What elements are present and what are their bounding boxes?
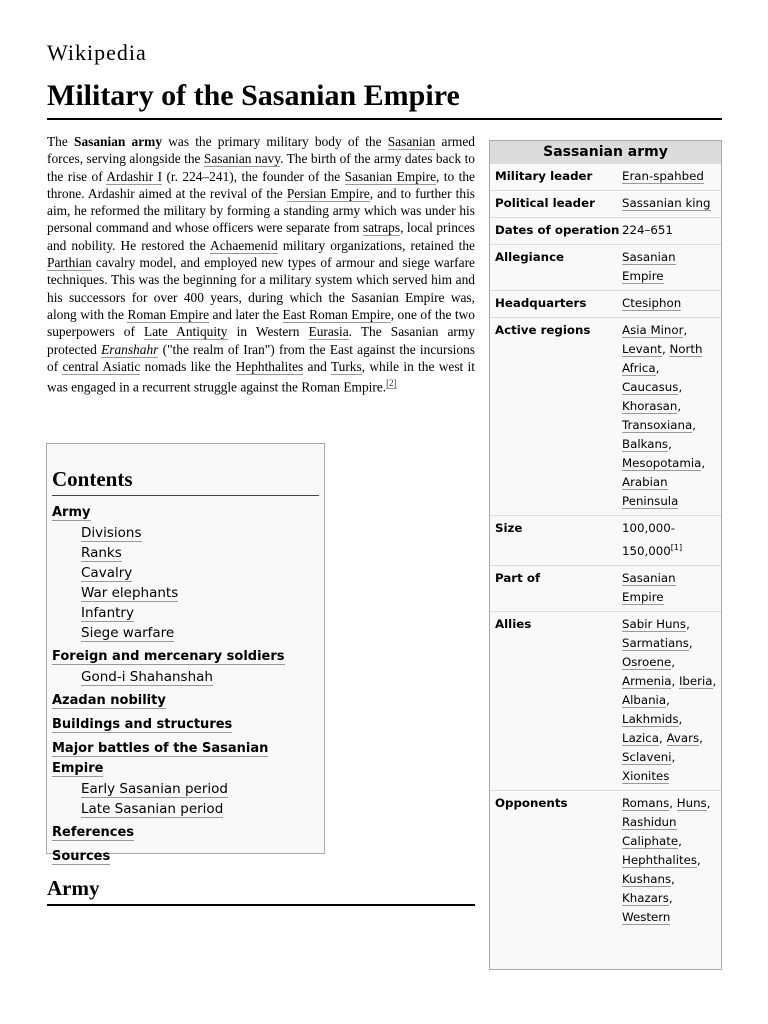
citation-link[interactable]: [1] <box>670 543 683 552</box>
toc-item[interactable] <box>52 823 319 843</box>
text-run: , <box>659 730 667 745</box>
text-run: , <box>688 635 693 650</box>
text-run: . The Sasanian army protected <box>47 324 475 357</box>
wiki-link[interactable]: Sassanian king <box>622 196 711 210</box>
text-run: armed forces, serving alongside the <box>47 134 475 167</box>
wiki-link[interactable]: satraps <box>362 220 401 236</box>
toc-item[interactable] <box>52 563 319 583</box>
wiki-link[interactable]: Armenia <box>622 673 672 688</box>
wiki-link[interactable]: Huns <box>676 795 707 810</box>
wiki-link[interactable]: Khorasan <box>622 399 678 413</box>
infobox-value <box>622 194 717 213</box>
text-run: (r. 224–241), the founder of the <box>162 168 345 184</box>
wiki-link[interactable]: Arabian Peninsula <box>622 475 679 508</box>
toc-item[interactable] <box>52 623 319 643</box>
text-run: , local princes and nobility. He restored the <box>47 220 475 253</box>
bold-term: Sasanian army <box>74 134 163 149</box>
infobox-value <box>622 615 717 786</box>
toc-item[interactable] <box>52 715 319 735</box>
toc-item-label[interactable]: Infantry <box>81 605 134 621</box>
infobox-row <box>490 217 721 244</box>
toc-item-label[interactable]: Divisions <box>81 525 142 541</box>
infobox-label: Size <box>495 521 523 535</box>
text-run: , <box>706 795 711 810</box>
wiki-link[interactable]: Roman Empire <box>127 306 210 322</box>
wiki-link[interactable]: Mesopotamia <box>622 456 702 470</box>
wiki-link[interactable]: Rashidun Caliphate <box>622 814 679 848</box>
infobox-value <box>622 248 717 286</box>
text-run: , <box>671 654 675 669</box>
wiki-link[interactable]: Hephthalites <box>622 852 698 867</box>
wiki-link[interactable]: Sasanian Empire <box>622 570 676 604</box>
infobox-row <box>490 290 721 317</box>
infobox-label: Dates of operation <box>495 223 620 237</box>
table-of-contents <box>46 443 325 864</box>
infobox-row <box>490 317 721 515</box>
toc-item[interactable] <box>52 543 319 563</box>
toc-item-label[interactable]: Gond-i Shahanshah <box>81 669 213 685</box>
infobox-label: Part of <box>495 570 541 585</box>
infobox-label: Opponents <box>495 795 568 810</box>
infobox-value <box>622 167 717 186</box>
infobox-row <box>490 611 721 790</box>
infobox-label: Military leader <box>495 169 593 183</box>
wiki-link[interactable]: Romans <box>622 795 670 810</box>
text-run: and later the <box>209 306 283 322</box>
infobox-value <box>622 519 717 561</box>
text-run: , <box>677 399 682 413</box>
text-run: , <box>692 418 696 432</box>
infobox-rows <box>490 163 721 931</box>
wiki-link[interactable]: Albania <box>622 692 667 707</box>
wiki-link[interactable]: Kushans <box>622 871 672 886</box>
toc-item[interactable] <box>52 667 319 687</box>
infobox-row <box>490 565 721 611</box>
wiki-link[interactable]: Sasanian <box>387 134 436 149</box>
toc-item-label[interactable]: Army <box>52 505 91 520</box>
wiki-link[interactable]: Lazica <box>622 730 659 745</box>
text-run: , <box>671 871 675 886</box>
text-run: , while in the west it was engaged in a recurrent struggle against the Roman Empire. <box>47 358 475 395</box>
wiki-link[interactable]: Osroene <box>622 654 672 669</box>
wiki-link[interactable]: Xionites <box>622 768 670 783</box>
wiki-link[interactable]: Western <box>622 909 671 924</box>
wiki-link[interactable]: Late Antiquity <box>144 324 228 340</box>
toc-item[interactable] <box>52 739 319 779</box>
infobox-value <box>622 294 717 313</box>
wiki-link[interactable]: Eran-spahbed <box>622 169 704 183</box>
text-run: , <box>678 833 682 848</box>
infobox-row <box>490 163 721 190</box>
wiki-link[interactable]: Sclaveni <box>622 749 672 764</box>
text-run: The <box>47 134 74 149</box>
text-run: , <box>669 795 677 810</box>
toc-item[interactable] <box>52 503 319 523</box>
wiki-link[interactable]: Ctesiphon <box>622 296 682 310</box>
wiki-link[interactable]: Levant <box>622 342 662 356</box>
text-run: nomads like the <box>140 358 236 374</box>
infobox-label: Headquarters <box>495 296 587 310</box>
wiki-link[interactable]: Balkans <box>622 437 669 451</box>
wiki-link[interactable]: Sasanian navy <box>203 151 281 167</box>
toc-item-label[interactable]: Late Sasanian period <box>81 801 224 817</box>
infobox-title: Sassanian army <box>490 141 721 163</box>
lead-paragraph <box>47 133 475 396</box>
wiki-link[interactable]: Khazars <box>622 890 669 905</box>
wiki-link[interactable]: Avars <box>666 730 700 745</box>
text-run: , <box>655 361 660 375</box>
text-run: 224–651 <box>622 223 673 237</box>
wiki-link[interactable]: East Roman Empire <box>282 306 391 322</box>
toc-item[interactable] <box>52 603 319 623</box>
text-run: , <box>668 890 673 905</box>
infobox <box>489 140 722 970</box>
wiki-link[interactable]: Ardashir I <box>106 168 163 184</box>
text-run: 100,000-150,000 <box>622 521 676 558</box>
infobox-row <box>490 790 721 931</box>
wiki-link[interactable]: Asia Minor <box>622 323 684 337</box>
infobox-label: Allies <box>495 616 532 631</box>
wiki-link[interactable]: Hephthalites <box>235 358 304 374</box>
page-title: Military of the Sasanian Empire <box>47 78 722 120</box>
wiki-link[interactable]: Transoxiana <box>622 418 693 432</box>
text-run: , and to further this aim, he reformed the military by forming a standing army which was under his personal command and whose officers were separate from <box>47 185 475 236</box>
wiki-link[interactable]: Eranshahr <box>101 341 159 357</box>
citation[interactable] <box>386 378 397 389</box>
infobox-row <box>490 190 721 217</box>
text-run: , <box>683 323 688 337</box>
toc-item[interactable] <box>52 799 319 819</box>
text-run: , to the throne. Ardashir aimed at the revival of the <box>47 168 475 201</box>
wiki-link[interactable]: Sasanian Empire <box>622 250 676 283</box>
toc-item-label[interactable]: Azadan nobility <box>52 693 166 708</box>
toc-item[interactable] <box>52 779 319 799</box>
text-run: , <box>697 852 701 867</box>
toc-item-label[interactable]: War elephants <box>81 585 179 601</box>
text-run: in Western <box>227 324 309 340</box>
text-run: was the primary military body of the <box>162 134 388 149</box>
toc-item[interactable] <box>52 523 319 543</box>
toc-item-label[interactable]: Foreign and mercenary soldiers <box>52 649 285 664</box>
section-heading-army: Army <box>47 875 475 906</box>
infobox-value <box>622 321 717 511</box>
wiki-link[interactable]: central Asiatic <box>62 358 141 374</box>
wiki-link[interactable]: Sarmatians <box>622 635 689 650</box>
wiki-link[interactable]: Persian Empire <box>286 185 370 201</box>
wiki-link[interactable]: Sasanian Empire <box>344 168 437 184</box>
text-run: and <box>303 358 331 374</box>
wiki-link[interactable]: Parthian <box>47 255 92 271</box>
toc-list <box>52 503 319 867</box>
infobox-label: Allegiance <box>495 250 565 264</box>
infobox-row <box>490 244 721 290</box>
infobox-label: Political leader <box>495 196 595 210</box>
infobox-label: Active regions <box>495 323 591 337</box>
toc-item[interactable] <box>52 647 319 667</box>
toc-item[interactable] <box>52 691 319 711</box>
toc-item-label[interactable]: Buildings and structures <box>52 717 233 732</box>
toc-item-label[interactable]: Major battles of the Sasanian Empire <box>52 741 269 776</box>
infobox-row <box>490 515 721 565</box>
wiki-link[interactable]: North Africa <box>622 342 703 375</box>
text-run: , <box>701 456 706 470</box>
toc-item-label[interactable]: Early Sasanian period <box>81 781 228 797</box>
toc-title: Contents <box>52 466 319 496</box>
text-run: , <box>678 380 683 394</box>
wiki-link[interactable]: Eurasia <box>308 324 349 340</box>
wiki-link[interactable]: Achaemenid <box>210 237 278 253</box>
wiki-link[interactable]: Turks <box>330 358 362 374</box>
wiki-link[interactable]: Sabir Huns <box>622 616 687 631</box>
citation[interactable] <box>671 543 682 552</box>
toc-item[interactable] <box>52 847 319 867</box>
toc-item-label[interactable]: Ranks <box>81 545 122 561</box>
infobox-value <box>622 221 717 240</box>
citation-link[interactable]: [2] <box>386 378 397 389</box>
text-run: , <box>661 342 670 356</box>
text-run: military organizations, retained the <box>277 237 475 253</box>
toc-item-label[interactable]: Cavalry <box>81 565 133 581</box>
toc-item-label[interactable]: Siege warfare <box>81 625 175 641</box>
wiki-link[interactable]: Lakhmids <box>622 711 679 726</box>
toc-item[interactable] <box>52 583 319 603</box>
wiki-link[interactable]: Caucasus <box>622 380 679 394</box>
text-run: , <box>671 749 676 764</box>
text-run: , <box>699 730 703 745</box>
infobox-value <box>622 794 717 927</box>
text-run: , one of the two superpowers of <box>47 306 475 340</box>
text-run: , <box>678 711 683 726</box>
text-run: cavalry model, and employed new types of armour and siege warfare techniques. This was the beginning for a military system which served him and his successors for over 400 years, during which the Sasanian Empire was, along with the <box>47 255 475 322</box>
wiki-link[interactable]: Iberia <box>678 673 713 688</box>
text-run: , <box>712 673 717 688</box>
toc-item-label[interactable]: References <box>52 825 135 840</box>
text-run: , <box>668 437 672 451</box>
toc-item-label[interactable]: Sources <box>52 849 111 864</box>
text-run: , <box>686 616 690 631</box>
text-run: , <box>671 673 679 688</box>
wikipedia-logo[interactable]: Wikipedia <box>47 40 147 65</box>
text-run: . The birth of the army dates back to the rise of <box>47 151 475 184</box>
infobox-value <box>622 569 717 607</box>
text-run: , <box>666 692 670 707</box>
text-run: ("the realm of Iran") from the East against the incursions of <box>47 341 475 374</box>
